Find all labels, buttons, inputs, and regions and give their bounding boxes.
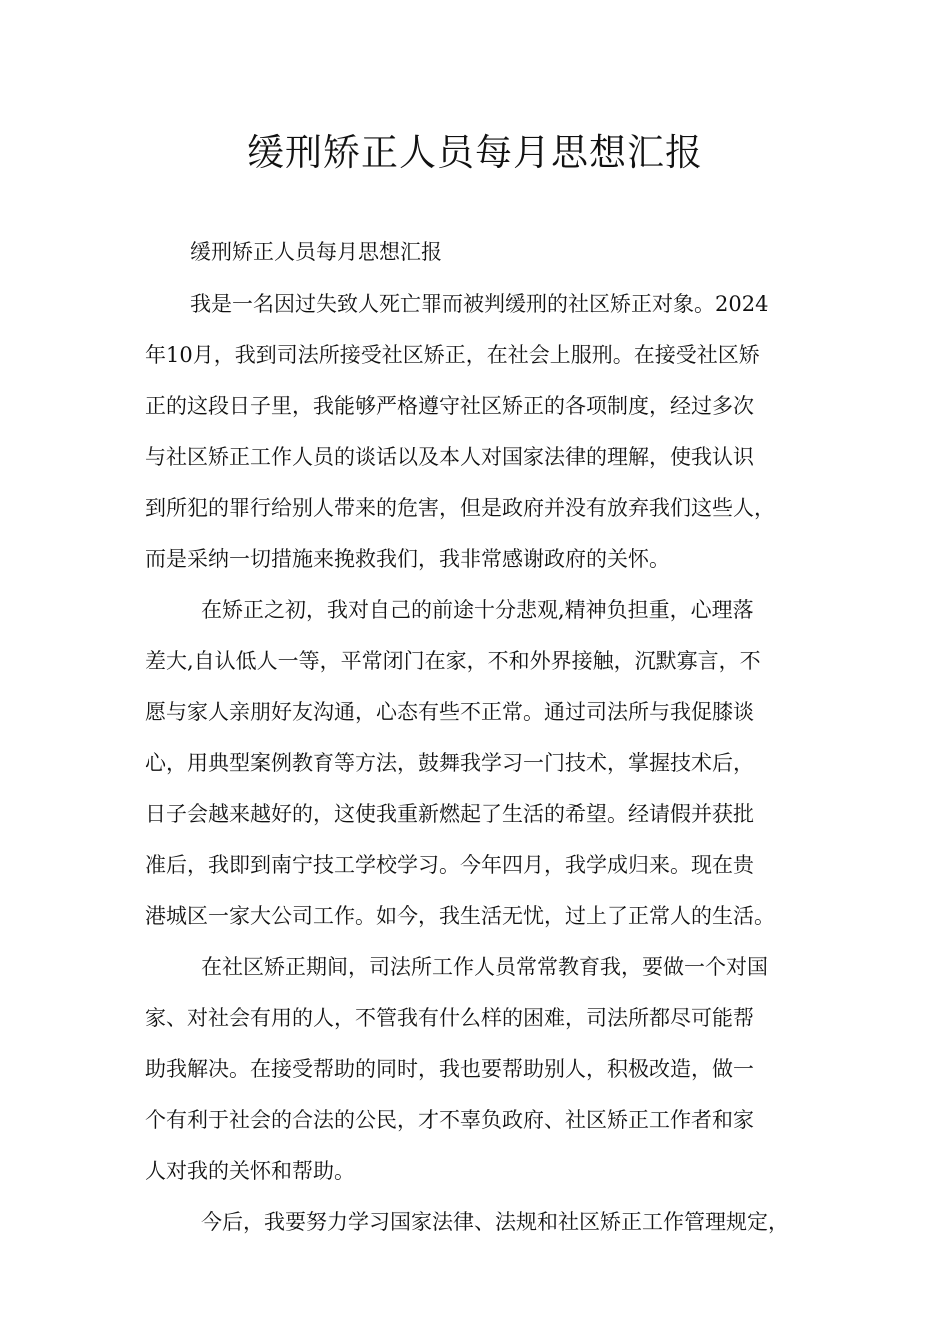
document-title: 缓刑矫正人员每月思想汇报 [247,131,703,174]
text-line: 年10月，我到司法所接受社区矫正，在社会上服刑。在接受社区矫 [145,343,760,367]
text-line: 港城区一家大公司工作。如今，我生活无忧，过上了正常人的生活。 [145,904,775,928]
text-line: 愿与家人亲朋好友沟通，心态有些不正常。通过司法所与我促膝谈 [145,700,754,724]
text-line: 心，用典型案例教育等方法，鼓舞我学习一门技术，掌握技术后， [145,751,754,775]
text-line: 与社区矫正工作人员的谈话以及本人对国家法律的理解，使我认识 [145,445,754,469]
text-line: 助我解决。在接受帮助的同时，我也要帮助别人，积极改造，做一 [145,1057,754,1081]
text-line: 在社区矫正期间，司法所工作人员常常教育我，要做一个对国 [201,955,768,979]
text-line: 缓刑矫正人员每月思想汇报 [190,240,442,264]
text-line: 日子会越来越好的，这使我重新燃起了生活的希望。经请假并获批 [145,802,754,826]
text-line: 个有利于社会的合法的公民，才不辜负政府、社区矫正工作者和家 [145,1108,754,1132]
text-line: 而是采纳一切措施来挽救我们，我非常感谢政府的关怀。 [145,547,670,571]
text-line: 人对我的关怀和帮助。 [145,1159,355,1183]
text-line: 我是一名因过失致人死亡罪而被判缓刑的社区矫正对象。2024 [190,292,769,316]
text-line: 今后，我要努力学习国家法律、法规和社区矫正工作管理规定， [201,1210,789,1234]
text-line: 家、对社会有用的人，不管我有什么样的困难，司法所都尽可能帮 [145,1006,754,1030]
text-line: 准后，我即到南宁技工学校学习。今年四月，我学成归来。现在贵 [145,853,754,877]
text-line: 正的这段日子里，我能够严格遵守社区矫正的各项制度，经过多次 [145,394,754,418]
text-line: 差大,自认低人一等，平常闭门在家，不和外界接触，沉默寡言，不 [145,649,761,673]
text-line: 在矫正之初，我对自己的前途十分悲观,精神负担重，心理落 [201,598,754,622]
text-line: 到所犯的罪行给别人带来的危害，但是政府并没有放弃我们这些人， [145,496,775,520]
